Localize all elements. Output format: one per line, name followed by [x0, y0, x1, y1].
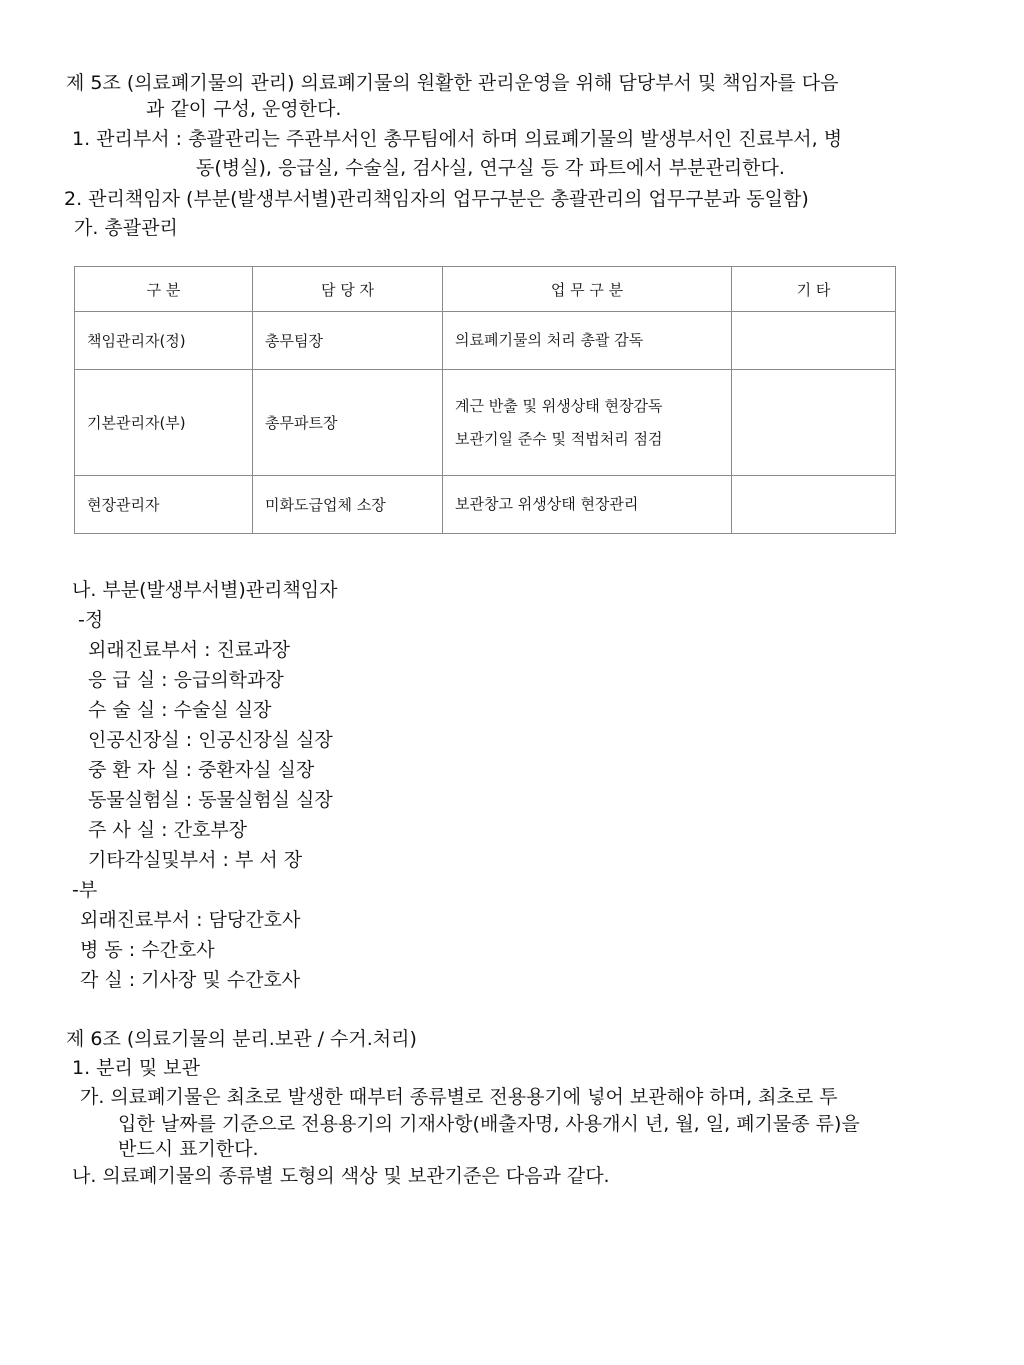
table-row — [75, 312, 896, 370]
article-5-heading-cont: 과 같이 구성, 운영한다. — [146, 98, 342, 120]
list-item: 수 술 실 : 수술실 실장 — [88, 699, 272, 721]
list-item: 중 환 자 실 : 중환자실 실장 — [88, 759, 315, 781]
primary-label: -정 — [78, 609, 104, 631]
cell-note — [732, 476, 896, 534]
list-item: 각 실 : 기사장 및 수간호사 — [80, 969, 301, 991]
sub-ga-line: 가. 의료폐기물은 최초로 발생한 때부터 종류별로 전용용기에 넣어 보관해야 하며, 최초로 투 — [80, 1086, 838, 1108]
list-item: 주 사 실 : 간호부장 — [88, 819, 248, 841]
header-person: 담 당 자 — [253, 267, 443, 312]
item-1-management-dept-cont: 동(병실), 응급실, 수술실, 검사실, 연구실 등 각 파트에서 부분관리한다. — [196, 157, 785, 179]
list-item: 인공신장실 : 인공신장실 실장 — [88, 729, 333, 751]
cell-note — [732, 312, 896, 370]
item-2-managers: 2. 관리책임자 (부분(발생부서별)관리책임자의 업무구분은 총괄관리의 업무구분과 동일함) — [64, 188, 809, 210]
sub-ga-line: 반드시 표기한다. — [118, 1138, 259, 1160]
duty-line: 보관창고 위생상태 현장관리 — [455, 495, 639, 513]
list-item: 동물실험실 : 동물실험실 실장 — [88, 789, 333, 811]
sub-ga-line: 입한 날짜를 기준으로 전용용기의 기재사항(배출자명, 사용개시 년, 월, 일, 폐기물종 류)을 — [118, 1113, 860, 1135]
section-b-title: 나. 부분(발생부서별)관리책임자 — [72, 579, 338, 601]
table-row — [75, 476, 896, 534]
header-category: 구 분 — [75, 267, 253, 312]
cell-person: 총무팀장 — [253, 312, 443, 370]
cell-duty — [443, 370, 732, 476]
table-header-row — [75, 267, 896, 312]
sub-na-line: 나. 의료폐기물의 종류별 도형의 색상 및 보관기준은 다음과 같다. — [72, 1165, 610, 1187]
duty-line: 의료폐기물의 처리 총괄 감독 — [455, 331, 644, 349]
list-item: 기타각실및부서 : 부 서 장 — [88, 849, 303, 871]
list-item: 외래진료부서 : 담당간호사 — [80, 909, 301, 931]
cell-note — [732, 370, 896, 476]
list-item: 응 급 실 : 응급의학과장 — [88, 669, 284, 691]
cell-duty — [443, 312, 732, 370]
duty-line: 보관기일 준수 및 적법처리 점검 — [455, 429, 663, 448]
cell-role: 현장관리자 — [75, 476, 253, 534]
sub-a-general-management: 가. 총괄관리 — [74, 217, 178, 239]
cell-person: 미화도급업체 소장 — [253, 476, 443, 534]
article-6 — [66, 1025, 860, 1191]
cell-role: 책임관리자(정) — [75, 312, 253, 370]
article-5-heading: 제 5조 (의료폐기물의 관리) 의료폐기물의 원활한 관리운영을 위해 담당부서 및 책임자를 다음 — [66, 72, 839, 94]
header-note: 기 타 — [732, 267, 896, 312]
cell-person: 총무파트장 — [253, 370, 443, 476]
list-item: 병 동 : 수간호사 — [80, 939, 215, 961]
article-6-heading: 제 6조 (의료기물의 분리.보관 / 수거.처리) — [66, 1028, 417, 1050]
secondary-label: -부 — [72, 879, 98, 901]
section-b-partial-managers — [72, 575, 338, 995]
item-1-separation: 1. 분리 및 보관 — [72, 1057, 201, 1079]
cell-duty — [443, 476, 732, 534]
list-item: 외래진료부서 : 진료과장 — [88, 639, 291, 661]
management-table — [74, 266, 896, 534]
header-duty: 업 무 구 분 — [443, 267, 732, 312]
cell-role: 기본관리자(부) — [75, 370, 253, 476]
item-1-management-dept: 1. 관리부서 : 총괄관리는 주관부서인 총무팀에서 하며 의료폐기물의 발생부서인 진료부서, 병 — [72, 128, 843, 150]
duty-line: 계근 반출 및 위생상태 현장감독 — [455, 396, 663, 415]
table-row — [75, 370, 896, 476]
